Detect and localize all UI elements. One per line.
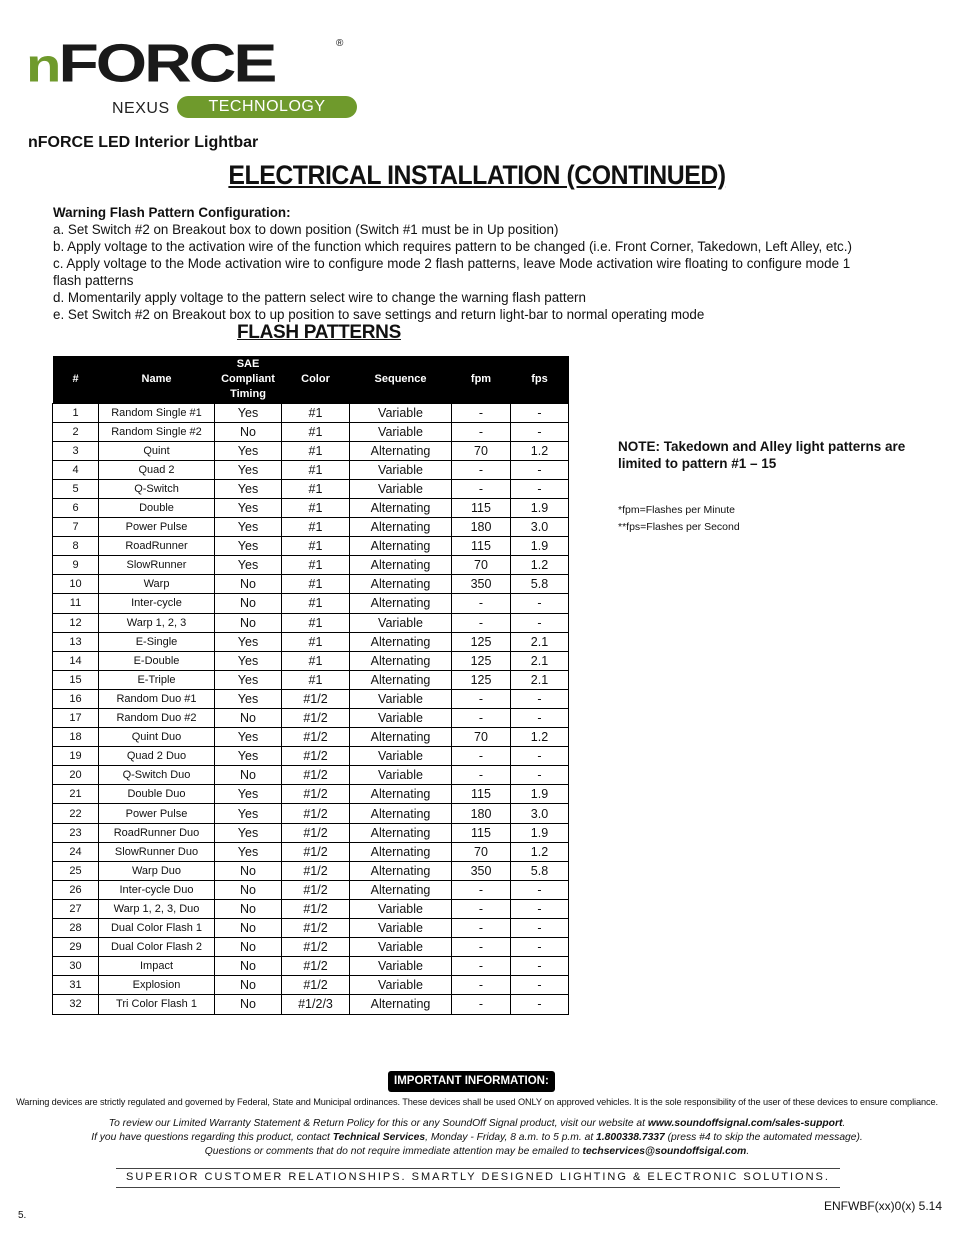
- important-information-badge: IMPORTANT INFORMATION:: [388, 1071, 555, 1092]
- cell-fpm: -: [452, 460, 511, 479]
- fpm-footnote: *fpm=Flashes per Minute: [618, 504, 736, 516]
- cell-name: RoadRunner Duo: [99, 823, 215, 842]
- cell-sae: Yes: [215, 479, 282, 498]
- cell-sequence: Alternating: [350, 728, 452, 747]
- cell-sequence: Variable: [350, 479, 452, 498]
- cell-fps: -: [511, 709, 569, 728]
- cell-name: Warp 1, 2, 3, Duo: [99, 899, 215, 918]
- cell-fps: 1.2: [511, 441, 569, 460]
- cell-sequence: Alternating: [350, 785, 452, 804]
- cell-sequence: Variable: [350, 957, 452, 976]
- table-row: [53, 957, 569, 976]
- cell-color: #1: [282, 575, 350, 594]
- col-header-fps: fps: [511, 356, 569, 403]
- cell-color: #1/2: [282, 842, 350, 861]
- page-heading: ELECTRICAL INSTALLATION (CONTINUED): [228, 160, 726, 190]
- table-row: [53, 575, 569, 594]
- cell-fpm: 125: [452, 651, 511, 670]
- cell-name: Q-Switch: [99, 479, 215, 498]
- cell-fps: 3.0: [511, 804, 569, 823]
- logo-nexus-text: NEXUS: [112, 100, 170, 117]
- cell-sae: No: [215, 613, 282, 632]
- table-row: [53, 403, 569, 422]
- cell-fps: -: [511, 938, 569, 957]
- cell-sequence: Alternating: [350, 861, 452, 880]
- cell-sequence: Variable: [350, 919, 452, 938]
- cell-sequence: Alternating: [350, 537, 452, 556]
- nforce-logo: [26, 32, 346, 120]
- cell-fps: 3.0: [511, 518, 569, 537]
- cell-name: Double: [99, 498, 215, 517]
- cell-fps: -: [511, 422, 569, 441]
- table-row: [53, 460, 569, 479]
- cell-sequence: Alternating: [350, 556, 452, 575]
- cell-number: 28: [53, 919, 99, 938]
- sales-support-link[interactable]: www.soundoffsignal.com/sales-support: [647, 1118, 843, 1129]
- cell-sae: No: [215, 938, 282, 957]
- table-row: [53, 556, 569, 575]
- cell-fpm: 180: [452, 518, 511, 537]
- tagline-rule-bottom: [116, 1187, 840, 1188]
- cell-color: #1: [282, 460, 350, 479]
- cell-color: #1/2: [282, 976, 350, 995]
- cell-sae: No: [215, 976, 282, 995]
- cell-fpm: -: [452, 766, 511, 785]
- regulatory-warning: Warning devices are strictly regulated and governed by Federal, State and Municipal ordinances. These devices shall be used ONLY on approved vehicles. It is the sole responsibility of the user of these devices to ensure compliance.: [16, 1097, 938, 1107]
- cell-number: 26: [53, 880, 99, 899]
- support-email-link[interactable]: techservices@soundoffsigal.com: [582, 1146, 747, 1157]
- cell-number: 4: [53, 460, 99, 479]
- cell-sae: Yes: [215, 460, 282, 479]
- cell-sequence: Alternating: [350, 823, 452, 842]
- cell-fpm: -: [452, 899, 511, 918]
- cell-sequence: Alternating: [350, 880, 452, 899]
- cell-sae: Yes: [215, 651, 282, 670]
- cell-fpm: 350: [452, 861, 511, 880]
- instruction-step-a: a. Set Switch #2 on Breakout box to down position (Switch #1 must be in Up position): [53, 222, 559, 237]
- cell-fps: -: [511, 403, 569, 422]
- table-row: [53, 594, 569, 613]
- col-header-fpm: fpm: [452, 356, 511, 403]
- table-row: [53, 785, 569, 804]
- table-header-row: [53, 356, 569, 403]
- cell-sae: Yes: [215, 537, 282, 556]
- cell-name: Tri Color Flash 1: [99, 995, 215, 1014]
- col-header-name: Name: [99, 356, 215, 403]
- cell-fps: 1.9: [511, 537, 569, 556]
- cell-sequence: Variable: [350, 613, 452, 632]
- cell-number: 19: [53, 747, 99, 766]
- cell-color: #1: [282, 594, 350, 613]
- table-row: [53, 938, 569, 957]
- col-header-sae: SAE Compliant Timing: [215, 356, 282, 403]
- table-body: [53, 403, 569, 1014]
- cell-name: Power Pulse: [99, 804, 215, 823]
- cell-sae: Yes: [215, 441, 282, 460]
- cell-name: E-Triple: [99, 670, 215, 689]
- cell-sae: No: [215, 709, 282, 728]
- cell-fps: 1.2: [511, 728, 569, 747]
- cell-name: Random Duo #1: [99, 689, 215, 708]
- cell-color: #1: [282, 670, 350, 689]
- cell-color: #1/2: [282, 785, 350, 804]
- cell-number: 25: [53, 861, 99, 880]
- cell-color: #1/2: [282, 899, 350, 918]
- cell-fps: 1.9: [511, 823, 569, 842]
- cell-fpm: -: [452, 747, 511, 766]
- cell-sae: No: [215, 861, 282, 880]
- cell-name: Warp 1, 2, 3: [99, 613, 215, 632]
- cell-name: Warp Duo: [99, 861, 215, 880]
- cell-sequence: Alternating: [350, 594, 452, 613]
- cell-fps: 1.9: [511, 785, 569, 804]
- cell-sae: No: [215, 766, 282, 785]
- table-row: [53, 670, 569, 689]
- cell-number: 22: [53, 804, 99, 823]
- cell-color: #1: [282, 441, 350, 460]
- cell-fpm: -: [452, 957, 511, 976]
- cell-sequence: Alternating: [350, 575, 452, 594]
- registered-mark: ®: [336, 38, 344, 49]
- cell-color: #1: [282, 613, 350, 632]
- cell-sae: No: [215, 422, 282, 441]
- cell-fpm: -: [452, 479, 511, 498]
- cell-color: #1: [282, 479, 350, 498]
- cell-number: 31: [53, 976, 99, 995]
- cell-fps: 5.8: [511, 861, 569, 880]
- cell-name: Dual Color Flash 1: [99, 919, 215, 938]
- cell-sae: No: [215, 919, 282, 938]
- cell-color: #1: [282, 537, 350, 556]
- cell-name: Impact: [99, 957, 215, 976]
- cell-sae: Yes: [215, 823, 282, 842]
- page-number: 5.: [18, 1210, 27, 1221]
- cell-name: RoadRunner: [99, 537, 215, 556]
- cell-number: 10: [53, 575, 99, 594]
- cell-fpm: 115: [452, 823, 511, 842]
- cell-color: #1: [282, 498, 350, 517]
- logo-wordmark: nFORCE: [26, 32, 275, 93]
- table-row: [53, 651, 569, 670]
- cell-number: 32: [53, 995, 99, 1014]
- cell-name: Random Duo #2: [99, 709, 215, 728]
- cell-fpm: -: [452, 403, 511, 422]
- cell-fpm: 125: [452, 670, 511, 689]
- cell-name: E-Single: [99, 632, 215, 651]
- cell-sequence: Variable: [350, 899, 452, 918]
- cell-fps: -: [511, 613, 569, 632]
- cell-sequence: Variable: [350, 460, 452, 479]
- cell-fps: -: [511, 899, 569, 918]
- cell-fpm: -: [452, 995, 511, 1014]
- table-row: [53, 613, 569, 632]
- table-row: [53, 518, 569, 537]
- cell-sequence: Alternating: [350, 995, 452, 1014]
- document-code: ENFWBF(xx)0(x) 5.14: [824, 1199, 943, 1213]
- cell-color: #1/2: [282, 823, 350, 842]
- table-row: [53, 804, 569, 823]
- cell-color: #1/2/3: [282, 995, 350, 1014]
- cell-color: #1: [282, 422, 350, 441]
- table-row: [53, 728, 569, 747]
- cell-sequence: Alternating: [350, 441, 452, 460]
- cell-color: #1/2: [282, 919, 350, 938]
- cell-number: 18: [53, 728, 99, 747]
- cell-sequence: Alternating: [350, 670, 452, 689]
- cell-fpm: -: [452, 613, 511, 632]
- cell-sequence: Variable: [350, 689, 452, 708]
- cell-sae: Yes: [215, 842, 282, 861]
- table-row: [53, 995, 569, 1014]
- logo-technology-badge: TECHNOLOGY: [177, 96, 357, 118]
- cell-sequence: Variable: [350, 709, 452, 728]
- cell-sequence: Variable: [350, 938, 452, 957]
- cell-fps: -: [511, 766, 569, 785]
- cell-fpm: 350: [452, 575, 511, 594]
- col-header-color: Color: [282, 356, 350, 403]
- cell-sequence: Alternating: [350, 632, 452, 651]
- cell-sae: Yes: [215, 785, 282, 804]
- table-row: [53, 842, 569, 861]
- cell-color: #1/2: [282, 804, 350, 823]
- table-row: [53, 880, 569, 899]
- cell-fpm: -: [452, 689, 511, 708]
- cell-color: #1: [282, 556, 350, 575]
- cell-number: 14: [53, 651, 99, 670]
- cell-fpm: 70: [452, 728, 511, 747]
- contact-line: If you have questions regarding this product, contact Technical Services, Monday - Friday, 8 a.m. to 5 p.m. at 1.800338.7337 (press #4 to skip the automated message).: [91, 1132, 863, 1143]
- cell-color: #1: [282, 651, 350, 670]
- instruction-step-d: d. Momentarily apply voltage to the pattern select wire to change the warning flash pattern: [53, 290, 586, 305]
- table-row: [53, 479, 569, 498]
- cell-fps: -: [511, 880, 569, 899]
- cell-number: 23: [53, 823, 99, 842]
- cell-color: #1/2: [282, 880, 350, 899]
- table-row: [53, 766, 569, 785]
- cell-name: E-Double: [99, 651, 215, 670]
- cell-sequence: Alternating: [350, 498, 452, 517]
- cell-fps: -: [511, 919, 569, 938]
- cell-fpm: 125: [452, 632, 511, 651]
- pattern-limit-note: NOTE: Takedown and Alley light patterns are limited to pattern #1 – 15: [618, 439, 906, 471]
- cell-number: 6: [53, 498, 99, 517]
- cell-name: Dual Color Flash 2: [99, 938, 215, 957]
- cell-fps: -: [511, 460, 569, 479]
- cell-sae: Yes: [215, 747, 282, 766]
- cell-sae: No: [215, 594, 282, 613]
- table-row: [53, 899, 569, 918]
- flash-config-instructions: [53, 204, 873, 323]
- table-row: [53, 919, 569, 938]
- cell-name: Explosion: [99, 976, 215, 995]
- cell-fpm: -: [452, 594, 511, 613]
- col-header-sequence: Sequence: [350, 356, 452, 403]
- cell-sae: No: [215, 957, 282, 976]
- cell-fps: 5.8: [511, 575, 569, 594]
- table-row: [53, 976, 569, 995]
- cell-number: 9: [53, 556, 99, 575]
- cell-color: #1/2: [282, 861, 350, 880]
- cell-name: Warp: [99, 575, 215, 594]
- cell-fpm: 70: [452, 556, 511, 575]
- cell-sequence: Variable: [350, 976, 452, 995]
- cell-fps: -: [511, 995, 569, 1014]
- company-tagline: SUPERIOR CUSTOMER RELATIONSHIPS. SMARTLY DESIGNED LIGHTING & ELECTRONIC SOLUTIONS.: [126, 1171, 830, 1183]
- cell-color: #1: [282, 403, 350, 422]
- cell-name: SlowRunner Duo: [99, 842, 215, 861]
- cell-fps: -: [511, 594, 569, 613]
- cell-sequence: Alternating: [350, 518, 452, 537]
- table-row: [53, 537, 569, 556]
- cell-fps: 2.1: [511, 632, 569, 651]
- cell-name: Inter-cycle Duo: [99, 880, 215, 899]
- cell-number: 11: [53, 594, 99, 613]
- cell-number: 16: [53, 689, 99, 708]
- cell-color: #1/2: [282, 728, 350, 747]
- cell-number: 12: [53, 613, 99, 632]
- cell-fpm: -: [452, 938, 511, 957]
- cell-sequence: Variable: [350, 747, 452, 766]
- cell-fpm: -: [452, 709, 511, 728]
- cell-sae: No: [215, 880, 282, 899]
- cell-color: #1/2: [282, 709, 350, 728]
- cell-sae: Yes: [215, 689, 282, 708]
- cell-fps: -: [511, 689, 569, 708]
- cell-number: 17: [53, 709, 99, 728]
- cell-sequence: Variable: [350, 403, 452, 422]
- cell-color: #1/2: [282, 689, 350, 708]
- instruction-step-c: c. Apply voltage to the Mode activation wire to configure mode 2 flash patterns, leave Mode activation wire floating to configure mode 1 flash patterns: [53, 256, 851, 288]
- cell-fpm: 70: [452, 441, 511, 460]
- cell-fps: 2.1: [511, 670, 569, 689]
- cell-fpm: -: [452, 422, 511, 441]
- cell-sae: Yes: [215, 632, 282, 651]
- cell-color: #1/2: [282, 957, 350, 976]
- table-row: [53, 861, 569, 880]
- product-title: nFORCE LED Interior Lightbar: [28, 134, 259, 151]
- cell-name: Quad 2 Duo: [99, 747, 215, 766]
- cell-number: 3: [53, 441, 99, 460]
- tagline-rule-top: [116, 1168, 840, 1169]
- cell-number: 30: [53, 957, 99, 976]
- cell-fps: 1.9: [511, 498, 569, 517]
- table-row: [53, 689, 569, 708]
- table-row: [53, 823, 569, 842]
- cell-fps: 1.2: [511, 842, 569, 861]
- instruction-step-b: b. Apply voltage to the activation wire of the function which requires pattern to be changed (i.e. Front Corner, Takedown, Left Alley, etc.): [53, 239, 852, 254]
- cell-fps: 1.2: [511, 556, 569, 575]
- cell-sae: Yes: [215, 670, 282, 689]
- cell-color: #1: [282, 518, 350, 537]
- cell-number: 13: [53, 632, 99, 651]
- email-line: Questions or comments that do not require immediate attention may be emailed to techservices@soundoffsigal.com.: [204, 1146, 750, 1157]
- table-row: [53, 441, 569, 460]
- cell-number: 8: [53, 537, 99, 556]
- table-row: [53, 709, 569, 728]
- cell-sae: Yes: [215, 518, 282, 537]
- table-row: [53, 422, 569, 441]
- cell-fpm: 70: [452, 842, 511, 861]
- flash-patterns-heading: FLASH PATTERNS: [237, 322, 401, 343]
- cell-name: Random Single #2: [99, 422, 215, 441]
- cell-name: SlowRunner: [99, 556, 215, 575]
- cell-name: Quad 2: [99, 460, 215, 479]
- cell-fpm: 180: [452, 804, 511, 823]
- col-header-number: #: [53, 356, 99, 403]
- cell-number: 20: [53, 766, 99, 785]
- cell-sequence: Variable: [350, 766, 452, 785]
- cell-name: Quint: [99, 441, 215, 460]
- cell-number: 21: [53, 785, 99, 804]
- cell-sae: No: [215, 575, 282, 594]
- cell-name: Q-Switch Duo: [99, 766, 215, 785]
- warranty-line: To review our Limited Warranty Statement & Return Policy for this or any SoundOff Signal product, visit our website at www.soundoffsignal.com/sales-support.: [108, 1118, 846, 1129]
- cell-color: #1: [282, 632, 350, 651]
- flash-patterns-table: [52, 356, 569, 1015]
- cell-fpm: -: [452, 976, 511, 995]
- phone-number: 1.800338.7337: [596, 1132, 665, 1143]
- cell-sequence: Variable: [350, 422, 452, 441]
- cell-fps: -: [511, 957, 569, 976]
- instructions-heading: Warning Flash Pattern Configuration:: [53, 205, 291, 220]
- cell-sequence: Alternating: [350, 651, 452, 670]
- cell-number: 2: [53, 422, 99, 441]
- table-row: [53, 498, 569, 517]
- cell-color: #1/2: [282, 938, 350, 957]
- cell-name: Random Single #1: [99, 403, 215, 422]
- cell-sae: Yes: [215, 556, 282, 575]
- cell-sae: No: [215, 899, 282, 918]
- cell-fps: 2.1: [511, 651, 569, 670]
- cell-number: 24: [53, 842, 99, 861]
- cell-number: 7: [53, 518, 99, 537]
- cell-fpm: -: [452, 880, 511, 899]
- cell-number: 1: [53, 403, 99, 422]
- policy-text: [0, 1117, 954, 1159]
- cell-sae: Yes: [215, 728, 282, 747]
- cell-name: Inter-cycle: [99, 594, 215, 613]
- cell-color: #1/2: [282, 747, 350, 766]
- cell-name: Quint Duo: [99, 728, 215, 747]
- cell-number: 15: [53, 670, 99, 689]
- cell-fpm: 115: [452, 785, 511, 804]
- cell-sequence: Alternating: [350, 842, 452, 861]
- cell-fps: -: [511, 747, 569, 766]
- cell-name: Double Duo: [99, 785, 215, 804]
- cell-fpm: 115: [452, 537, 511, 556]
- cell-fps: -: [511, 479, 569, 498]
- table-row: [53, 632, 569, 651]
- cell-number: 27: [53, 899, 99, 918]
- cell-sae: Yes: [215, 403, 282, 422]
- cell-sequence: Alternating: [350, 804, 452, 823]
- cell-sae: No: [215, 995, 282, 1014]
- fps-footnote: **fps=Flashes per Second: [618, 521, 740, 533]
- cell-color: #1/2: [282, 766, 350, 785]
- cell-fpm: 115: [452, 498, 511, 517]
- cell-sae: Yes: [215, 804, 282, 823]
- cell-fps: -: [511, 976, 569, 995]
- cell-number: 29: [53, 938, 99, 957]
- cell-name: Power Pulse: [99, 518, 215, 537]
- instruction-step-e: e. Set Switch #2 on Breakout box to up position to save settings and return light-bar to normal operating mode: [53, 307, 705, 322]
- cell-number: 5: [53, 479, 99, 498]
- cell-fpm: -: [452, 919, 511, 938]
- table-row: [53, 747, 569, 766]
- cell-sae: Yes: [215, 498, 282, 517]
